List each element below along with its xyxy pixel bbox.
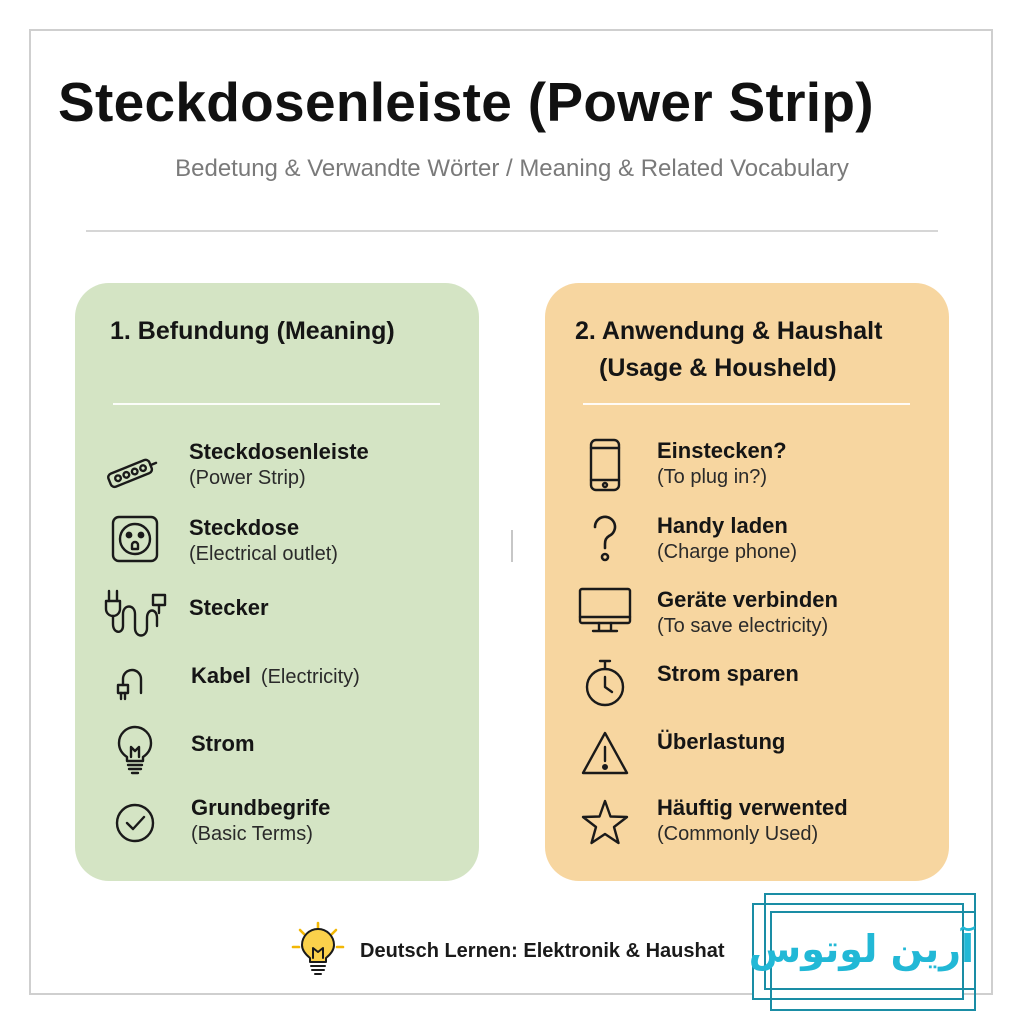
term-label: Grundbegrife (191, 795, 331, 820)
stopwatch-icon (577, 655, 633, 711)
meaning-card-title: 1. Befundung (Meaning) (110, 317, 395, 345)
term-label: Steckdosenleiste (189, 439, 369, 464)
term-label: Steckdose (189, 515, 300, 540)
watermark-logo (748, 903, 974, 1005)
gloss-label: (Basic Terms) (191, 823, 313, 845)
card-divider (113, 403, 440, 405)
star-icon (577, 795, 633, 851)
lightbulb-icon (288, 920, 348, 980)
footer-text: Deutsch Lernen: Elektronik & Haushat (360, 940, 725, 962)
term-label: Kabel (Electricity) (191, 663, 360, 688)
power-strip-icon (105, 443, 161, 499)
gloss-label: (To plug in?) (657, 466, 768, 488)
monitor-icon (577, 583, 633, 639)
gloss-label: (To save electricity) (657, 615, 829, 637)
gloss-label: (Commonly Used) (657, 823, 819, 845)
page-title: Steckdosenleiste (Power Strip) (58, 71, 874, 133)
center-divider (511, 530, 513, 562)
watermark-text: آرین لوتوس (748, 927, 974, 971)
page-subtitle: Bedetung & Verwandte Wörter / Meaning & Related Vocabulary (175, 155, 849, 182)
term-label: Stecker (189, 595, 269, 620)
outlet-icon (107, 513, 163, 569)
term-label: Einstecken? (657, 438, 787, 463)
header-divider (86, 230, 938, 232)
cable-icon (105, 653, 161, 709)
gloss-label: (Electrical outlet) (189, 543, 338, 565)
term-label: Überlastung (657, 729, 786, 754)
smartphone-icon (577, 438, 633, 494)
term-label: Strom (191, 731, 255, 756)
meaning-card (75, 283, 479, 881)
term-label: Strom sparen (657, 661, 799, 686)
term-label: Häuftig verwented (657, 795, 848, 820)
warning-icon (577, 727, 633, 783)
plug-icon (103, 585, 159, 641)
usage-card-title: 2. Anwendung & Haushalt (Usage & Housheld) (575, 317, 883, 382)
checkmark-icon (107, 795, 163, 851)
card-divider (583, 403, 910, 405)
gloss-label: (Power Strip) (189, 467, 306, 489)
term-label: Geräte verbinden (657, 587, 838, 612)
gloss-label: (Charge phone) (657, 541, 798, 563)
lightbulb-icon (107, 723, 163, 779)
usage-card (545, 283, 949, 881)
term-label: Handy laden (657, 513, 788, 538)
gloss-label: (Electricity) (260, 666, 360, 688)
question-icon (577, 511, 633, 567)
